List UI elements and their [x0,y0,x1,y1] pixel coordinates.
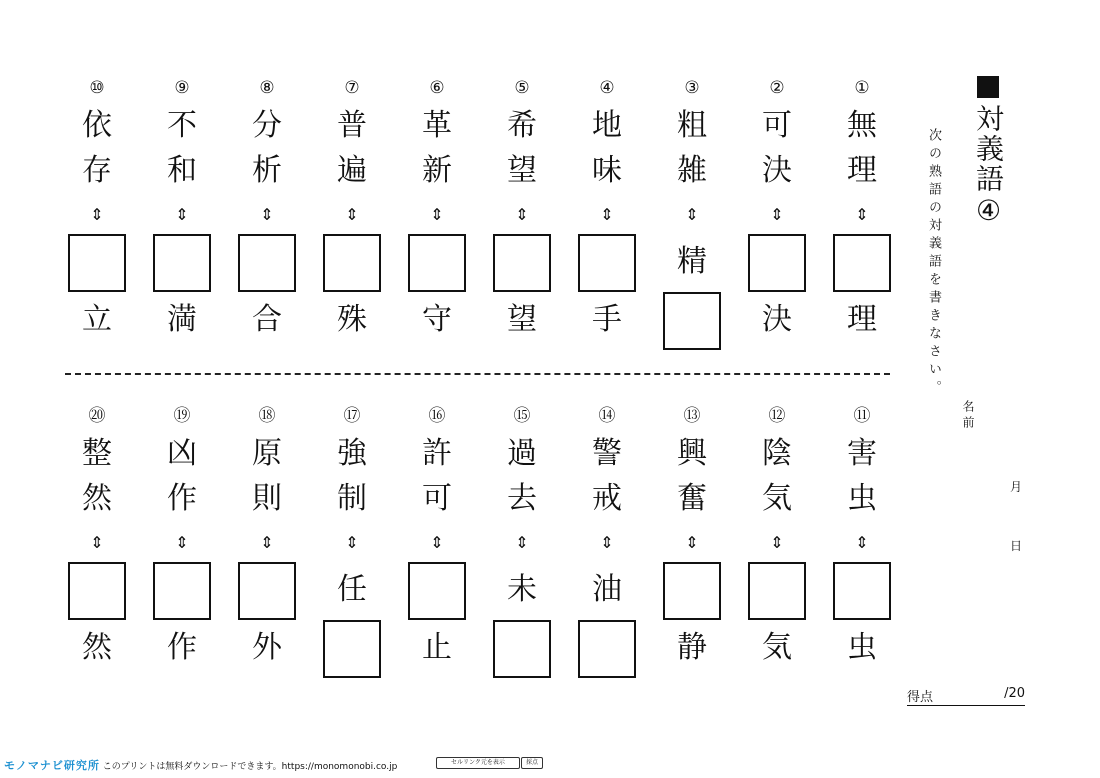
given-kanji: 望 [507,302,537,337]
footer [4,757,397,773]
question-number: ⑫ [768,406,786,426]
given-kanji: 油 [592,572,622,607]
source-word-char-1: 強 [337,436,367,471]
source-word-char-2: 新 [422,153,452,188]
source-word-char-2: 望 [507,153,537,188]
given-kanji: 未 [507,572,537,607]
question-number: ⑪ [853,406,871,426]
antonym-arrow-icon: ⇕ [770,205,784,224]
month-label: 月 [1010,480,1023,494]
question-number: ⑧ [259,78,275,98]
source-word-char-2: 然 [82,481,112,516]
given-kanji: 虫 [847,630,877,665]
given-kanji: 合 [252,302,282,337]
worksheet-title: 対義語④ [972,104,1005,229]
question-number: ④ [599,78,615,98]
question-number: ⑭ [598,406,616,426]
answer-box[interactable] [238,234,296,292]
antonym-arrow-icon: ⇕ [855,205,869,224]
source-word-char-1: 分 [252,108,282,143]
source-word-char-2: 析 [252,153,282,188]
question-number: ② [769,78,785,98]
question-number: ⑯ [428,406,446,426]
antonym-arrow-icon: ⇕ [345,205,359,224]
given-kanji: 手 [592,302,622,337]
answer-box[interactable] [408,562,466,620]
given-kanji: 決 [762,302,792,337]
given-kanji: 気 [762,630,792,665]
answer-box[interactable] [578,234,636,292]
source-word-char-1: 革 [422,108,452,143]
answer-box[interactable] [153,234,211,292]
answer-box[interactable] [663,292,721,350]
source-word-char-1: 過 [507,436,537,471]
antonym-arrow-icon: ⇕ [685,533,699,552]
antonym-arrow-icon: ⇕ [515,205,529,224]
antonym-arrow-icon: ⇕ [345,533,359,552]
answer-box[interactable] [578,620,636,678]
brand-logo-text: モノマナビ研究所 [4,759,100,772]
grade-button[interactable]: 採点 [521,757,543,769]
antonym-arrow-icon: ⇕ [515,533,529,552]
source-word-char-1: 普 [337,108,367,143]
source-word-char-1: 凶 [167,436,197,471]
given-kanji: 満 [167,302,197,337]
question-number: ⑳ [88,406,106,426]
footer-text: このプリントは無料ダウンロードできます。https://monomonobi.co.jp [102,762,398,772]
question-number: ⑬ [683,406,701,426]
source-word-char-2: 気 [762,481,792,516]
answer-box[interactable] [323,234,381,292]
instruction-text: 次の熟語の対義語を書きなさい。 [926,128,941,398]
antonym-arrow-icon: ⇕ [855,533,869,552]
source-word-char-1: 無 [847,108,877,143]
answer-box[interactable] [748,562,806,620]
answer-box[interactable] [833,234,891,292]
source-word-char-1: 不 [167,108,197,143]
question-number: ⑩ [89,78,105,98]
answer-box[interactable] [663,562,721,620]
question-number: ⑲ [173,406,191,426]
answer-box[interactable] [493,620,551,678]
answer-box[interactable] [238,562,296,620]
source-word-char-1: 地 [592,108,622,143]
antonym-arrow-icon: ⇕ [430,533,444,552]
source-word-char-1: 警 [592,436,622,471]
source-word-char-2: 存 [82,153,112,188]
score-total: /20 [1004,686,1025,701]
given-kanji: 静 [677,630,707,665]
antonym-arrow-icon: ⇕ [260,533,274,552]
source-word-char-2: 制 [337,481,367,516]
source-word-char-2: 和 [167,153,197,188]
day-label: 日 [1010,539,1023,553]
answer-box[interactable] [68,234,126,292]
given-kanji: 守 [422,302,452,337]
given-kanji: 任 [337,572,367,607]
question-number: ⑤ [514,78,530,98]
source-word-char-1: 許 [422,436,452,471]
source-word-char-1: 陰 [762,436,792,471]
question-number: ⑰ [343,406,361,426]
answer-box[interactable] [408,234,466,292]
given-kanji: 殊 [337,302,367,337]
given-kanji: 止 [422,630,452,665]
question-number: ⑮ [513,406,531,426]
source-word-char-1: 可 [762,108,792,143]
antonym-arrow-icon: ⇕ [175,533,189,552]
antonym-arrow-icon: ⇕ [90,533,104,552]
answer-box[interactable] [323,620,381,678]
antonym-arrow-icon: ⇕ [175,205,189,224]
source-word-char-1: 粗 [677,108,707,143]
question-number: ① [854,78,870,98]
source-word-char-2: 戒 [592,481,622,516]
row-divider [65,373,890,375]
question-number: ⑦ [344,78,360,98]
given-kanji: 作 [167,630,197,665]
score-label: 得点 [907,690,934,705]
answer-box[interactable] [68,562,126,620]
given-kanji: 然 [82,630,112,665]
source-word-char-2: 則 [252,481,282,516]
source-word-char-2: 作 [167,481,197,516]
score-field[interactable] [907,686,1025,706]
antonym-arrow-icon: ⇕ [430,205,444,224]
given-kanji: 理 [847,302,877,337]
answer-box[interactable] [493,234,551,292]
source-word-char-1: 原 [252,436,282,471]
antonym-arrow-icon: ⇕ [600,205,614,224]
source-word-char-2: 遍 [337,153,367,188]
source-word-char-2: 決 [762,153,792,188]
show-link-button[interactable]: セルリンク元を表示 [436,757,520,769]
source-word-char-2: 理 [847,153,877,188]
antonym-arrow-icon: ⇕ [260,205,274,224]
given-kanji: 精 [677,244,707,279]
answer-box[interactable] [153,562,211,620]
question-number: ⑱ [258,406,276,426]
source-word-char-1: 興 [677,436,707,471]
question-number: ⑨ [174,78,190,98]
source-word-char-1: 整 [82,436,112,471]
antonym-arrow-icon: ⇕ [600,533,614,552]
title-marker [977,76,999,98]
answer-box[interactable] [748,234,806,292]
antonym-arrow-icon: ⇕ [770,533,784,552]
source-word-char-2: 奮 [677,481,707,516]
given-kanji: 立 [82,302,112,337]
source-word-char-2: 雑 [677,153,707,188]
question-number: ⑥ [429,78,445,98]
name-label: 名前 [961,400,975,432]
source-word-char-2: 虫 [847,481,877,516]
antonym-arrow-icon: ⇕ [90,205,104,224]
answer-box[interactable] [833,562,891,620]
source-word-char-2: 去 [507,481,537,516]
source-word-char-2: 可 [422,481,452,516]
source-word-char-1: 害 [847,436,877,471]
antonym-arrow-icon: ⇕ [685,205,699,224]
source-word-char-1: 依 [82,108,112,143]
given-kanji: 外 [252,630,282,665]
source-word-char-1: 希 [507,108,537,143]
source-word-char-2: 味 [592,153,622,188]
question-number: ③ [684,78,700,98]
